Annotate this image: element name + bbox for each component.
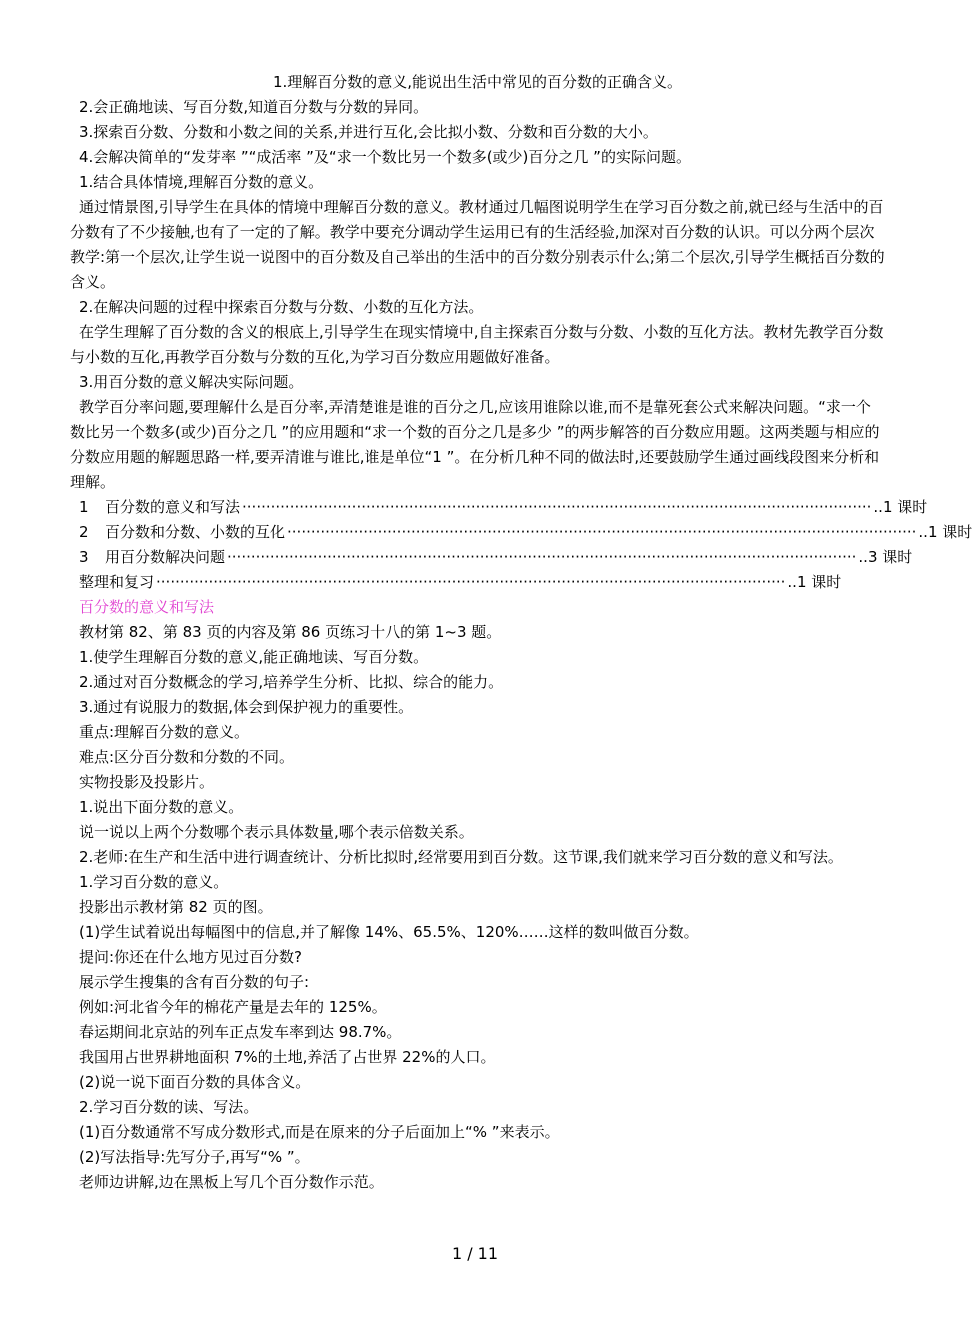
objective-1: 1.理解百分数的意义,能说出生活中常见的百分数的正确含义。 <box>272 73 683 91</box>
paragraph: 老师边讲解,边在黑板上写几个百分数作示范。 <box>79 1173 384 1191</box>
paragraph: 2.学习百分数的读、写法。 <box>79 1098 259 1116</box>
toc-hours: ..3 课时 <box>858 548 913 566</box>
paragraph: 2.通过对百分数概念的学习,培养学生分析、比拟、综合的能力。 <box>79 673 504 691</box>
paragraph: 1.使学生理解百分数的意义,能正确地读、写百分数。 <box>79 648 429 666</box>
toc-num: 2 <box>79 523 89 541</box>
paragraph: 教材第 82、第 83 页的内容及第 86 页练习十八的第 1~3 题。 <box>79 623 502 641</box>
toc-leader: ···································································································································· <box>287 523 917 541</box>
objective-2: 2.会正确地读、写百分数,知道百分数与分数的异同。 <box>79 98 429 116</box>
page-number: 1 / 11 <box>451 1244 499 1263</box>
objective-3: 3.探索百分数、分数和小数之间的关系,并进行互化,会比拟小数、分数和百分数的大小。 <box>79 123 658 141</box>
toc-title: 用百分数解决问题 <box>105 548 226 566</box>
toc-num: 1 <box>79 498 89 516</box>
paragraph: (1)学生试着说出每幅图中的信息,并了解像 14%、65.5%、120%……这样的数叫做百分数。 <box>79 923 699 941</box>
toc-hours: ..1 课时 <box>918 523 972 541</box>
toc-row <box>70 520 972 545</box>
toc-leader: ···································································································································· <box>242 498 872 516</box>
section-heading: 百分数的意义和写法 <box>79 598 215 616</box>
paragraph: (2)说一说下面百分数的具体含义。 <box>79 1073 311 1091</box>
toc-title: 百分数和分数、小数的互化 <box>105 523 286 541</box>
paragraph: (1)百分数通常不写成分数形式,而是在原来的分子后面加上“% ”来表示。 <box>79 1123 560 1141</box>
point-3-title: 3.用百分数的意义解决实际问题。 <box>79 373 304 391</box>
toc-hours: ..1 课时 <box>787 573 842 591</box>
point-2-body: 在学生理解了百分数的含义的根底上,引导学生在现实情境中,自主探索百分数与分数、小数的互化方法。教材先教学百分数与小数的互化,再教学百分数与分数的互化,为学习百分数应用题做好准备。 <box>70 323 884 366</box>
paragraph: 我国用占世界耕地面积 7%的土地,养活了占世界 22%的人口。 <box>79 1048 496 1066</box>
paragraph: 难点:区分百分数和分数的不同。 <box>79 748 295 766</box>
paragraph: 1.说出下面分数的意义。 <box>79 798 244 816</box>
point-3-body: 教学百分率问题,要理解什么是百分率,弄清楚谁是谁的百分之几,应该用谁除以谁,而不是靠死套公式来解决问题。“求一个数比另一个数多(或少)百分之几 ”的应用题和“求一个数的百分之几是多少 ”的两步解答的百分数应用题。这两类题与相应的分数应用题的解题思路一样,要弄清谁与谁比,谁是单位“1 ”。在分析几种不同的做法时,还要鼓励学生通过画线段图来分析和理解。 <box>70 398 880 491</box>
toc-leader: ···································································································································· <box>156 573 786 591</box>
toc-title: 百分数的意义和写法 <box>105 498 241 516</box>
paragraph: 春运期间北京站的列车正点发车率到达 98.7%。 <box>79 1023 402 1041</box>
toc-row <box>70 545 913 570</box>
toc-hours: ..1 课时 <box>873 498 928 516</box>
paragraph: 投影出示教材第 82 页的图。 <box>79 898 273 916</box>
toc-num: 3 <box>79 548 89 566</box>
point-1-title: 1.结合具体情境,理解百分数的意义。 <box>79 173 324 191</box>
paragraph: 说一说以上两个分数哪个表示具体数量,哪个表示倍数关系。 <box>79 823 474 841</box>
toc-leader: ···································································································································· <box>227 548 857 566</box>
paragraph: (2)写法指导:先写分子,再写“% ”。 <box>79 1148 310 1166</box>
paragraph: 展示学生搜集的含有百分数的句子: <box>79 973 310 991</box>
point-1-body: 通过情景图,引导学生在具体的情境中理解百分数的意义。教材通过几幅图说明学生在学习百分数之前,就已经与生活中的百分数有了不少接触,也有了一定的了解。教学中要充分调动学生运用已有的生活经验,加深对百分数的认识。可以分两个层次教学:第一个层次,让学生说一说图中的百分数及自己举出的生活中的百分数分别表示什么;第二个层次,引导学生概括百分数的含义。 <box>70 198 885 291</box>
paragraph: 实物投影及投影片。 <box>79 773 215 791</box>
paragraph: 1.学习百分数的意义。 <box>79 873 229 891</box>
paragraph: 例如:河北省今年的棉花产量是去年的 125%。 <box>79 998 387 1016</box>
paragraph: 提问:你还在什么地方见过百分数? <box>79 948 303 966</box>
point-2-title: 2.在解决问题的过程中探索百分数与分数、小数的互化方法。 <box>79 298 484 316</box>
toc-row <box>70 495 928 520</box>
paragraph: 2.老师:在生产和生活中进行调查统计、分析比拟时,经常要用到百分数。这节课,我们就来学习百分数的意义和写法。 <box>79 848 843 866</box>
toc-title: 整理和复习 <box>79 573 155 591</box>
paragraph: 3.通过有说服力的数据,体会到保护视力的重要性。 <box>79 698 414 716</box>
objective-4: 4.会解决简单的“发芽率 ”“成活率 ”及“求一个数比另一个数多(或少)百分之几 ”的实际问题。 <box>79 148 691 166</box>
paragraph: 重点:理解百分数的意义。 <box>79 723 250 741</box>
toc-row <box>70 570 842 595</box>
document-body <box>70 70 972 1195</box>
